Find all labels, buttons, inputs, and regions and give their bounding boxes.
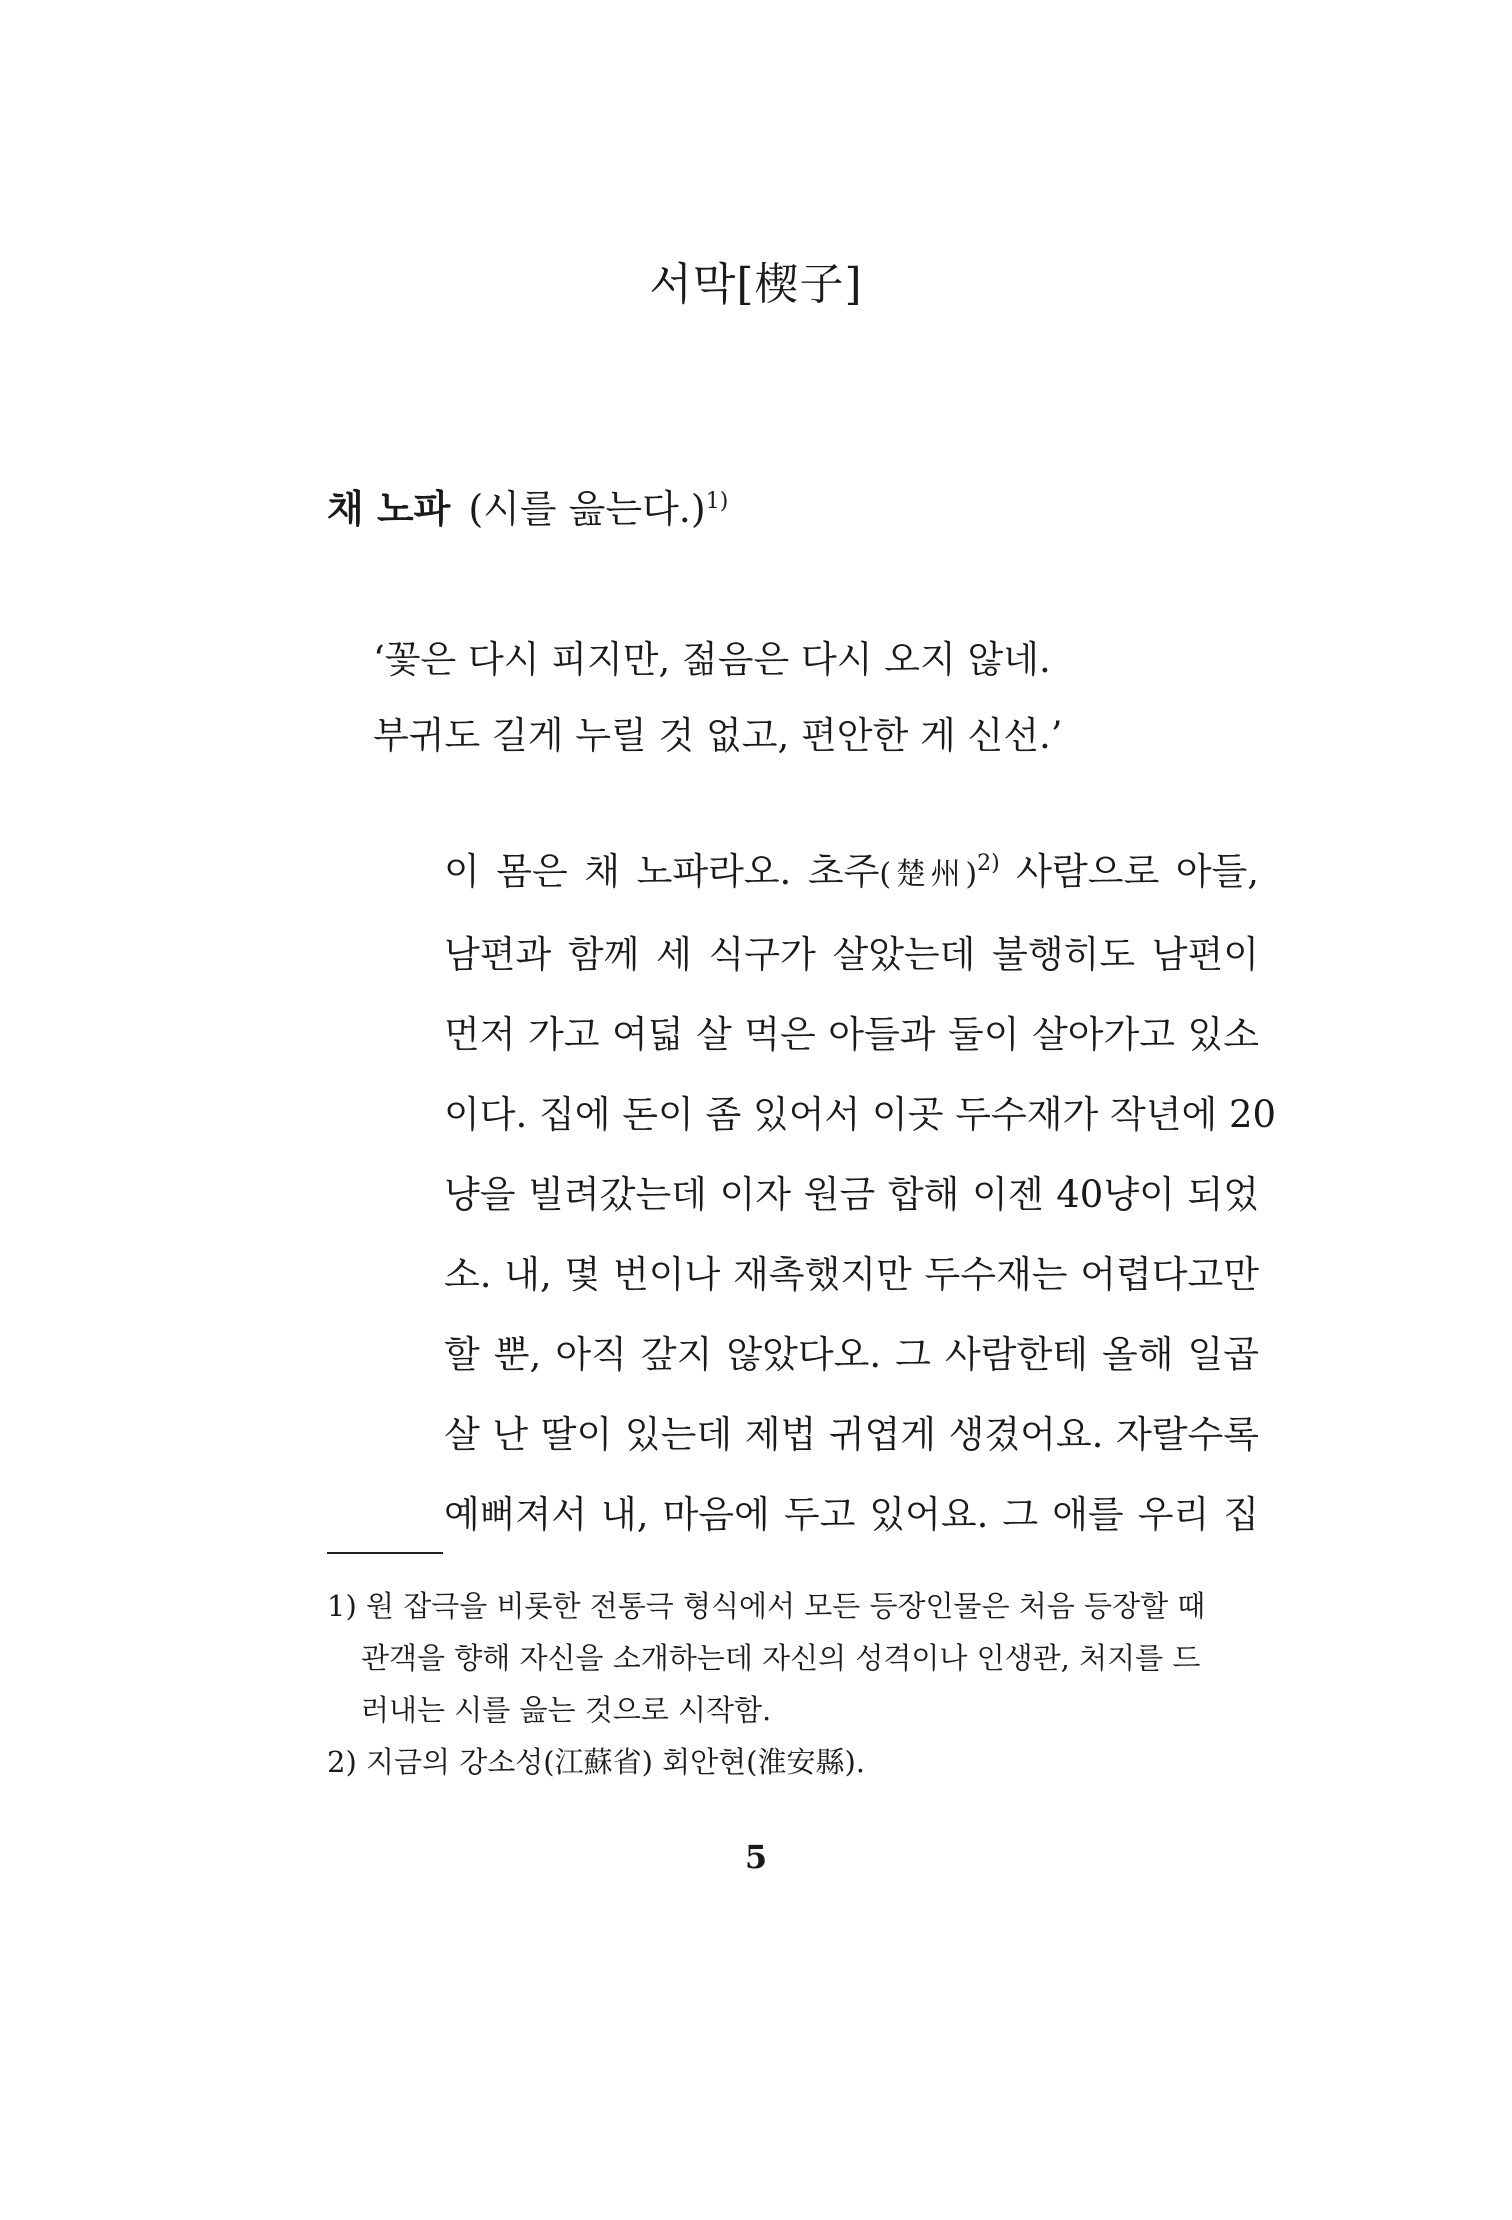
page-number: 5	[744, 1838, 768, 1876]
monologue-line: 살 난 딸이 있는데 제법 귀엽게 생겼어요. 자랄수록	[444, 1413, 1259, 1456]
monologue-line: 남편과 함께 세 식구가 살았는데 불행히도 남편이	[444, 933, 1259, 976]
footnote-line: 2) 지금의 강소성(江蘇省) 회안현(淮安縣).	[327, 1745, 866, 1779]
monologue-line: 할 뿐, 아직 갚지 않았다오. 그 사람한테 올해 일곱	[444, 1333, 1259, 1376]
poem-line: 부귀도 길게 누릴 것 없고, 편안한 게 신선.’	[373, 714, 1063, 757]
speaker-name: 채 노파	[327, 487, 451, 531]
footnote-2	[327, 1736, 1267, 1788]
place-hanja: (楚州)	[879, 857, 978, 892]
monologue-line-1-end: 사람으로 아들,	[999, 850, 1259, 893]
footnote-ref-1: 1)	[705, 489, 729, 514]
poem	[373, 622, 1062, 774]
stage-direction: (시를 읊는다.)	[468, 487, 706, 531]
footnote-line: 관객을 향해 자신을 소개하는데 자신의 성격이나 인생관, 처지를 드	[361, 1641, 1201, 1675]
monologue-line: 예뻐져서 내, 마음에 두고 있어요. 그 애를 우리 집	[444, 1493, 1259, 1536]
footnote-divider	[327, 1552, 443, 1554]
monologue-line-1-start: 이 몸은 채 노파라오. 초주	[444, 850, 880, 893]
monologue-line: 이다. 집에 돈이 좀 있어서 이곳 두수재가 작년에 20	[444, 1093, 1277, 1136]
footnote-line: 1) 원 잡극을 비롯한 전통극 형식에서 모든 등장인물은 처음 등장할 때	[327, 1589, 1206, 1623]
monologue-line: 소. 내, 몇 번이나 재촉했지만 두수재는 어렵다고만	[444, 1253, 1259, 1296]
monologue-line	[444, 832, 1259, 915]
section-title: 서막[楔子]	[649, 259, 863, 310]
speaker-line	[327, 478, 728, 533]
footnote-1	[327, 1580, 1267, 1736]
monologue-text	[444, 832, 1277, 1555]
monologue-line: 먼저 가고 여덟 살 먹은 아들과 둘이 살아가고 있소	[444, 1013, 1259, 1056]
monologue-line: 냥을 빌려갔는데 이자 원금 합해 이젠 40냥이 되었	[444, 1173, 1259, 1216]
footnote-ref-2: 2)	[977, 851, 1000, 876]
poem-line: ‘꽃은 다시 피지만, 젊음은 다시 오지 않네.	[373, 638, 1051, 681]
footnotes	[327, 1580, 1267, 1788]
footnote-line: 러내는 시를 읊는 것으로 시작함.	[361, 1693, 772, 1727]
